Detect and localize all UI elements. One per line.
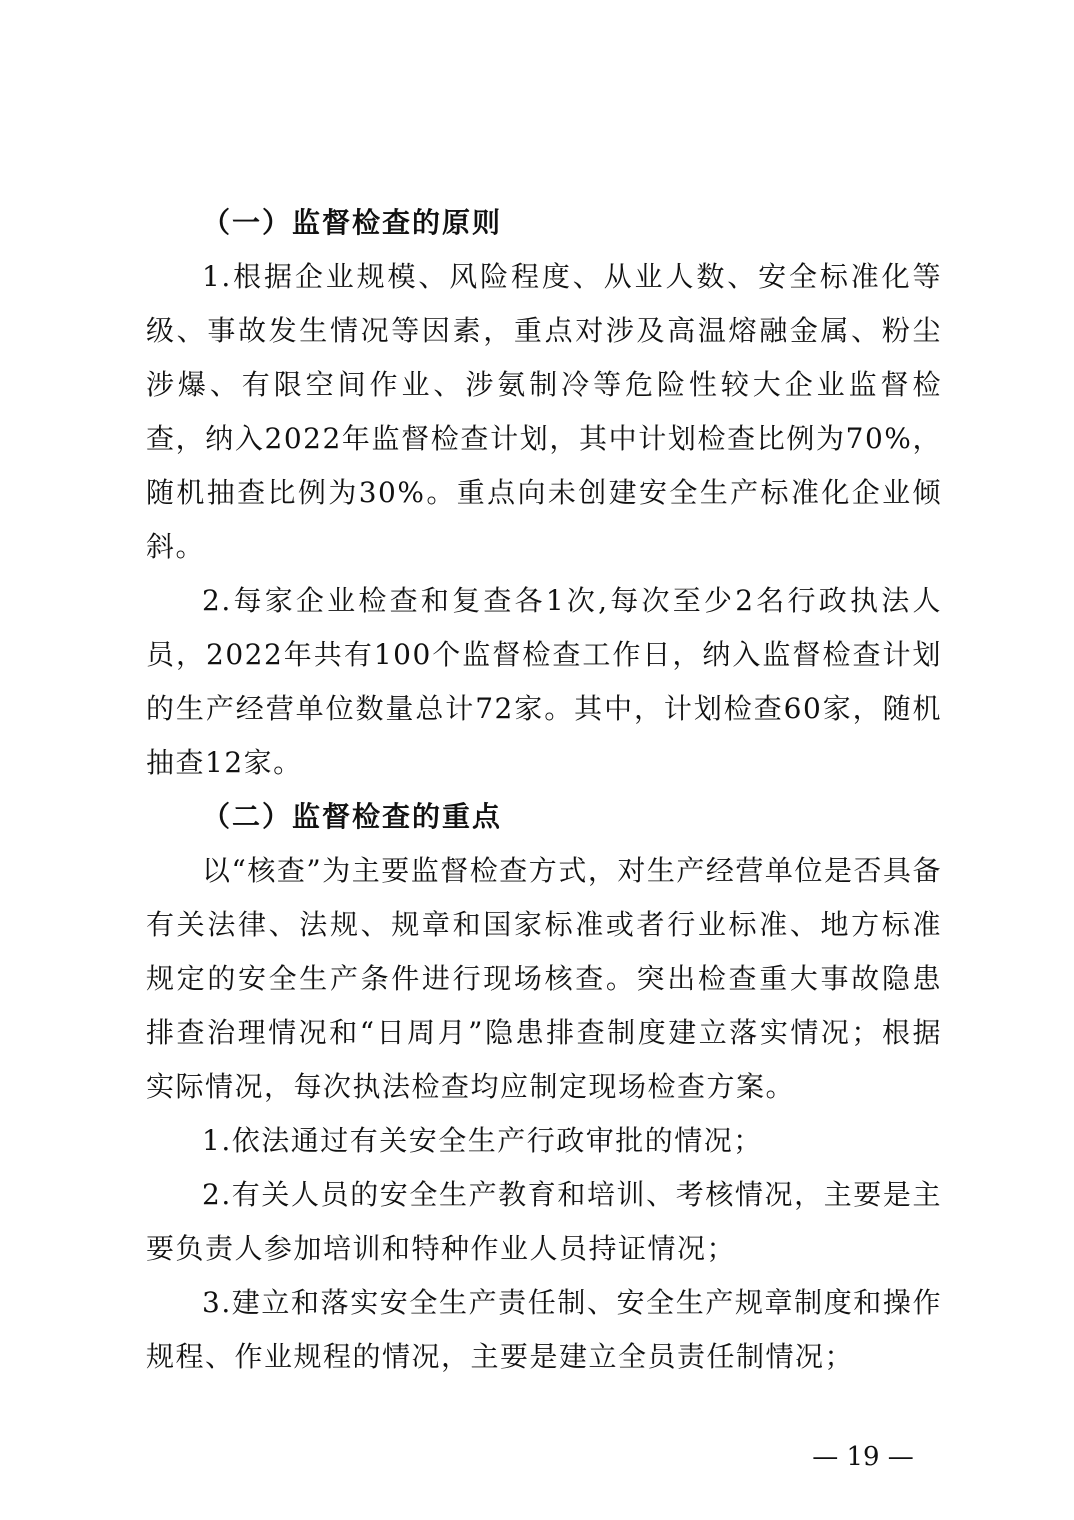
section-heading-principles: （一）监督检查的原则: [202, 206, 503, 239]
paragraph-principle-1: 1.根据企业规模、风险程度、从业人数、安全标准化等级、事故发生情况等因素，重点对涉及高温熔融金属、粉尘涉爆、有限空间作业、涉氨制冷等危险性较大企业监督检查，纳入2022年监督检查计划，其中计划检查比例为70%，随机抽查比例为30%。重点向未创建安全生产标准化企业倾斜。: [146, 260, 942, 563]
section-heading-key-points: （二）监督检查的重点: [202, 800, 503, 833]
paragraph-key-point-1: 1.依法通过有关安全生产行政审批的情况；: [202, 1124, 763, 1157]
paragraph-principle-2: 2.每家企业检查和复查各1次,每次至少2名行政执法人员，2022年共有100个监督检查工作日，纳入监督检查计划的生产经营单位数量总计72家。其中，计划检查60家，随机抽查12家。: [146, 584, 942, 779]
paragraph-key-point-2: 2.有关人员的安全生产教育和培训、考核情况，主要是主要负责人参加培训和特种作业人员持证情况；: [146, 1178, 942, 1265]
paragraph-key-point-3: 3.建立和落实安全生产责任制、安全生产规章制度和操作规程、作业规程的情况，主要是建立全员责任制情况；: [146, 1286, 942, 1373]
page-number: — 19 —: [812, 1442, 914, 1472]
page-body: [146, 196, 942, 1384]
paragraph-key-points-intro: 以“核查”为主要监督检查方式，对生产经营单位是否具备有关法律、法规、规章和国家标准或者行业标准、地方标准规定的安全生产条件进行现场核查。突出检查重大事故隐患排查治理情况和“日周月”隐患排查制度建立落实情况；根据实际情况，每次执法检查均应制定现场检查方案。: [146, 854, 942, 1103]
